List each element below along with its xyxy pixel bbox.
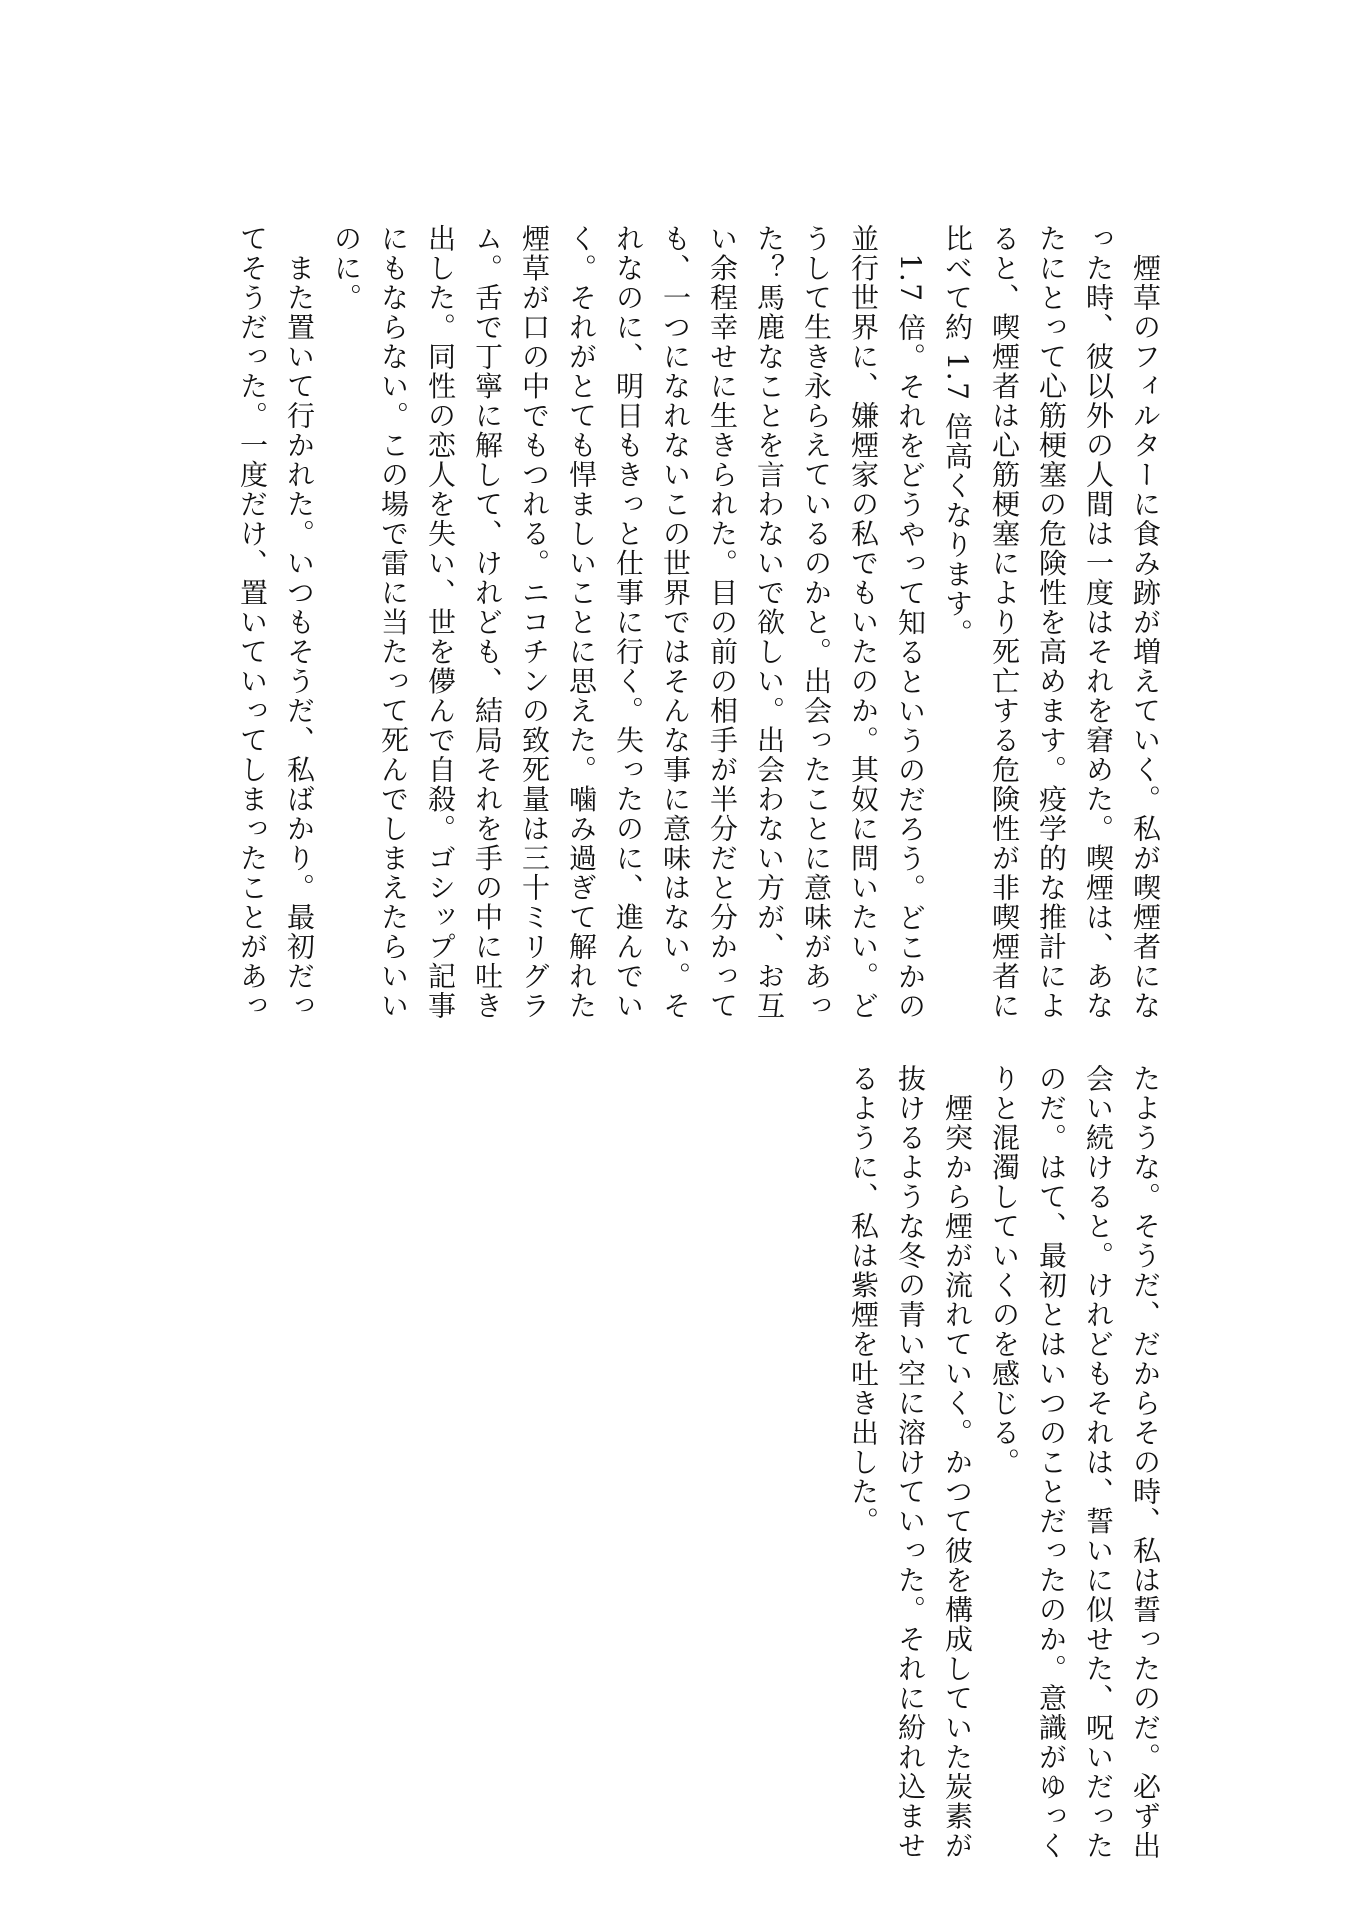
text-line: たような。そうだ、だからその時、私は誓ったのだ。必ず出 [1129,1064,1162,1861]
text-line: 出した。同性の恋人を失い、世を儚んで自殺。ゴシップ記事 [424,224,457,1021]
text-line: 煙突から煙が流れていく。かつて彼を構成していた炭素が [941,1064,974,1861]
text-line: たにとって心筋梗塞の危険性を高めます。疫学的な推計によ [1035,224,1068,1021]
text-line: うして生き永らえているのかと。出会ったことに意味があっ [800,224,833,1021]
text-line: るように、私は紫煙を吐き出した。 [847,1064,880,1536]
text-line: 抜けるような冬の青い空に溶けていった。それに紛れ込ませ [894,1064,927,1861]
text-line: 煙草が口の中でもつれる。ニコチンの致死量は三十ミリグラ [518,224,551,1021]
text-line: 1.7 倍。それをどうやって知るというのだろう。どこかの [894,224,927,1021]
text-line: 並行世界に、嫌煙家の私でもいたのか。其奴に問いたい。ど [847,224,880,1021]
text-line: のに。 [330,224,363,313]
text-line: 会い続けると。けれどもそれは、誓いに似せた、呪いだった [1082,1064,1115,1861]
text-line: い余程幸せに生きられた。目の前の相手が半分だと分かって [706,224,739,1021]
upper-text-block [229,224,1169,1021]
text-line: も、一つになれないこの世界ではそんな事に意味はない。そ [659,224,692,1021]
text-line: りと混濁していくのを感じる。 [988,1064,1021,1477]
text-line: ると、喫煙者は心筋梗塞により死亡する危険性が非喫煙者に [988,224,1021,1021]
text-line: れなのに、明日もきっと仕事に行く。失ったのに、進んでい [612,224,645,1021]
text-line: た？馬鹿なことを言わないで欲しい。出会わない方が、お互 [753,224,786,1021]
text-line: く。それがとても悍ましいことに思えた。噛み過ぎて解れた [565,224,598,1021]
text-line: 比べて約 1.7 倍高くなります。 [941,224,974,648]
text-line: った時、彼以外の人間は一度はそれを窘めた。喫煙は、あな [1082,224,1115,1021]
text-line: また置いて行かれた。いつもそうだ、私ばかり。最初だっ [283,224,316,1021]
text-line: にもならない。この場で雷に当たって死んでしまえたらいい [377,224,410,1021]
text-line: ム。舌で丁寧に解して、けれども、結局それを手の中に吐き [471,224,504,1021]
text-line: 煙草のフィルターに食み跡が増えていく。私が喫煙者にな [1129,224,1162,1021]
lower-text-block [840,1064,1169,1861]
text-line: てそうだった。一度だけ、置いていってしまったことがあっ [236,224,269,1021]
text-line: のだ。はて、最初とはいつのことだったのか。意識がゆっく [1035,1064,1068,1861]
